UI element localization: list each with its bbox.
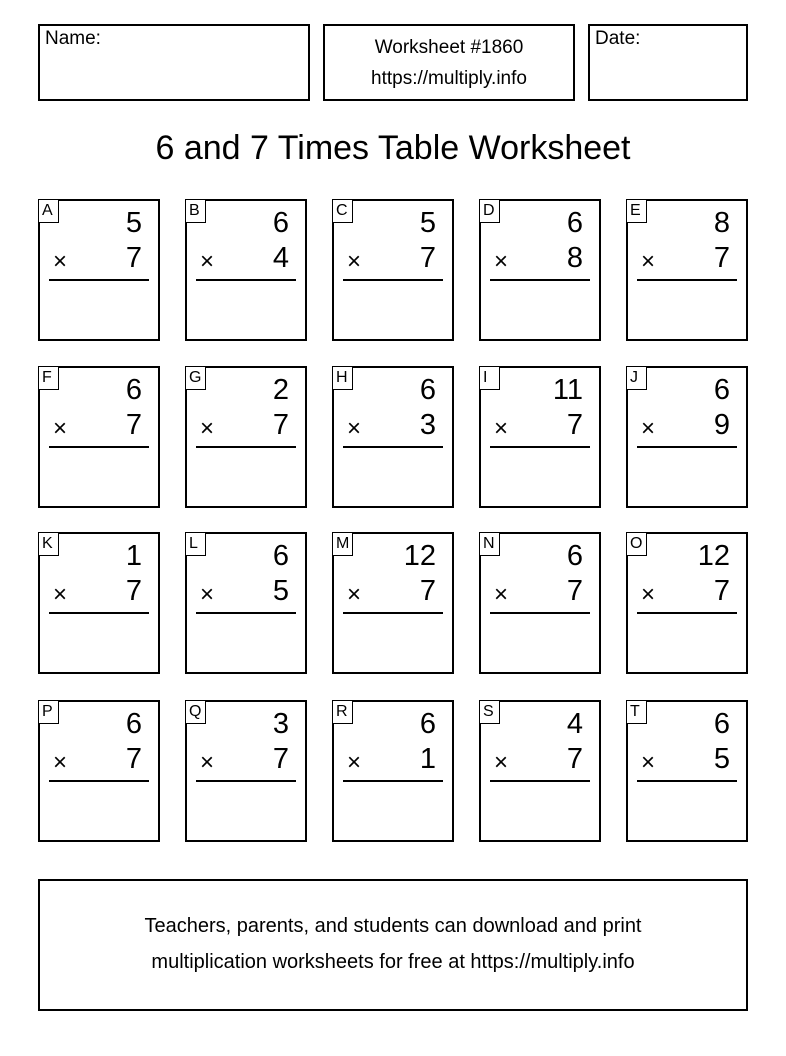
multiplier: 3 (419, 409, 436, 441)
problem-label: L (185, 532, 206, 556)
worksheet-info-box (323, 24, 575, 101)
answer-line (637, 612, 737, 614)
multiplicand: 1 (125, 540, 142, 572)
multiplicand: 12 (697, 540, 730, 572)
multiplier: 7 (419, 575, 436, 607)
problem-card[interactable] (38, 199, 160, 341)
problem-label: C (332, 199, 353, 223)
problem-card[interactable] (626, 700, 748, 842)
footer-line-1: Teachers, parents, and students can download and print (144, 915, 642, 937)
answer-line (490, 279, 590, 281)
problem-label: N (479, 532, 500, 556)
problem-card[interactable] (626, 532, 748, 674)
answer-line (490, 780, 590, 782)
answer-line (196, 612, 296, 614)
problem-label: O (626, 532, 647, 556)
multiply-sign: × (347, 415, 362, 442)
answer-line (490, 612, 590, 614)
answer-line (196, 446, 296, 448)
footer-line-2: multiplication worksheets for free at https://multiply.info (151, 951, 635, 973)
multiplicand: 6 (419, 374, 436, 406)
problem-label: B (185, 199, 206, 223)
multiplicand: 12 (403, 540, 436, 572)
problem-label: P (38, 700, 59, 724)
multiply-sign: × (494, 415, 509, 442)
page-title: 6 and 7 Times Table Worksheet (155, 129, 631, 167)
problem-label: H (332, 366, 353, 390)
multiplicand: 3 (272, 708, 289, 740)
worksheet-number: Worksheet #1860 (374, 37, 524, 58)
problem-card[interactable] (479, 700, 601, 842)
answer-line (196, 780, 296, 782)
multiply-sign: × (494, 248, 509, 275)
multiplicand: 6 (272, 540, 289, 572)
problem-card[interactable] (332, 532, 454, 674)
problem-label: E (626, 199, 647, 223)
problem-label: T (626, 700, 647, 724)
multiply-sign: × (494, 749, 509, 776)
multiplicand: 8 (713, 207, 730, 239)
problem-card[interactable] (185, 532, 307, 674)
problem-card[interactable] (479, 532, 601, 674)
site-url: https://multiply.info (371, 68, 527, 89)
problem-label: J (626, 366, 647, 390)
multiplicand: 6 (713, 374, 730, 406)
problem-card[interactable] (626, 199, 748, 341)
multiplier: 7 (125, 242, 142, 274)
multiplier: 7 (566, 409, 583, 441)
multiply-sign: × (494, 581, 509, 608)
multiplicand: 6 (713, 708, 730, 740)
answer-line (49, 612, 149, 614)
multiplicand: 4 (566, 708, 583, 740)
problem-label: S (479, 700, 500, 724)
multiply-sign: × (200, 415, 215, 442)
problem-card[interactable] (479, 366, 601, 508)
multiply-sign: × (641, 248, 656, 275)
answer-line (343, 780, 443, 782)
answer-line (196, 279, 296, 281)
problem-label: A (38, 199, 59, 223)
answer-line (637, 780, 737, 782)
multiplier: 4 (272, 242, 289, 274)
multiplier: 7 (125, 743, 142, 775)
problem-card[interactable] (332, 700, 454, 842)
problem-label: R (332, 700, 353, 724)
multiplier: 7 (125, 409, 142, 441)
answer-line (343, 446, 443, 448)
multiply-sign: × (200, 749, 215, 776)
multiplicand: 6 (566, 540, 583, 572)
multiplicand: 6 (125, 374, 142, 406)
problem-label: Q (185, 700, 206, 724)
footer-box (38, 879, 748, 1011)
problem-label: I (479, 366, 500, 390)
multiplier: 1 (419, 743, 436, 775)
multiplicand: 5 (125, 207, 142, 239)
answer-line (343, 279, 443, 281)
multiplier: 9 (713, 409, 730, 441)
problem-card[interactable] (332, 366, 454, 508)
problem-label: D (479, 199, 500, 223)
multiply-sign: × (200, 248, 215, 275)
multiplicand: 5 (419, 207, 436, 239)
multiply-sign: × (347, 749, 362, 776)
multiplicand: 6 (272, 207, 289, 239)
answer-line (49, 279, 149, 281)
multiply-sign: × (641, 415, 656, 442)
multiply-sign: × (347, 581, 362, 608)
date-field-box[interactable] (588, 24, 748, 101)
answer-line (343, 612, 443, 614)
multiplicand: 11 (552, 374, 583, 406)
problem-label: M (332, 532, 353, 556)
multiply-sign: × (53, 581, 68, 608)
multiply-sign: × (641, 581, 656, 608)
multiplier: 7 (713, 575, 730, 607)
multiplicand: 6 (125, 708, 142, 740)
problem-card[interactable] (479, 199, 601, 341)
multiplier: 7 (419, 242, 436, 274)
name-field-box[interactable] (38, 24, 310, 101)
multiply-sign: × (347, 248, 362, 275)
problem-card[interactable] (185, 199, 307, 341)
multiply-sign: × (200, 581, 215, 608)
problem-label: K (38, 532, 59, 556)
problem-card[interactable] (38, 366, 160, 508)
multiplier: 5 (713, 743, 730, 775)
multiplier: 7 (272, 409, 289, 441)
answer-line (49, 780, 149, 782)
multiply-sign: × (53, 248, 68, 275)
problem-label: F (38, 366, 59, 390)
answer-line (637, 279, 737, 281)
problem-card[interactable] (185, 700, 307, 842)
multiplier: 8 (566, 242, 583, 274)
multiplicand: 6 (566, 207, 583, 239)
answer-line (490, 446, 590, 448)
multiplier: 7 (566, 575, 583, 607)
multiply-sign: × (53, 749, 68, 776)
multiply-sign: × (641, 749, 656, 776)
problem-label: G (185, 366, 206, 390)
multiply-sign: × (53, 415, 68, 442)
answer-line (637, 446, 737, 448)
problem-card[interactable] (38, 532, 160, 674)
multiplier: 7 (125, 575, 142, 607)
problem-card[interactable] (185, 366, 307, 508)
multiplier: 7 (713, 242, 730, 274)
multiplicand: 6 (419, 708, 436, 740)
multiplicand: 2 (272, 374, 289, 406)
multiplier: 5 (272, 575, 289, 607)
problem-card[interactable] (626, 366, 748, 508)
multiplier: 7 (272, 743, 289, 775)
answer-line (49, 446, 149, 448)
problem-card[interactable] (38, 700, 160, 842)
problem-card[interactable] (332, 199, 454, 341)
name-label: Name: (45, 28, 101, 49)
date-label: Date: (595, 28, 641, 49)
multiplier: 7 (566, 743, 583, 775)
